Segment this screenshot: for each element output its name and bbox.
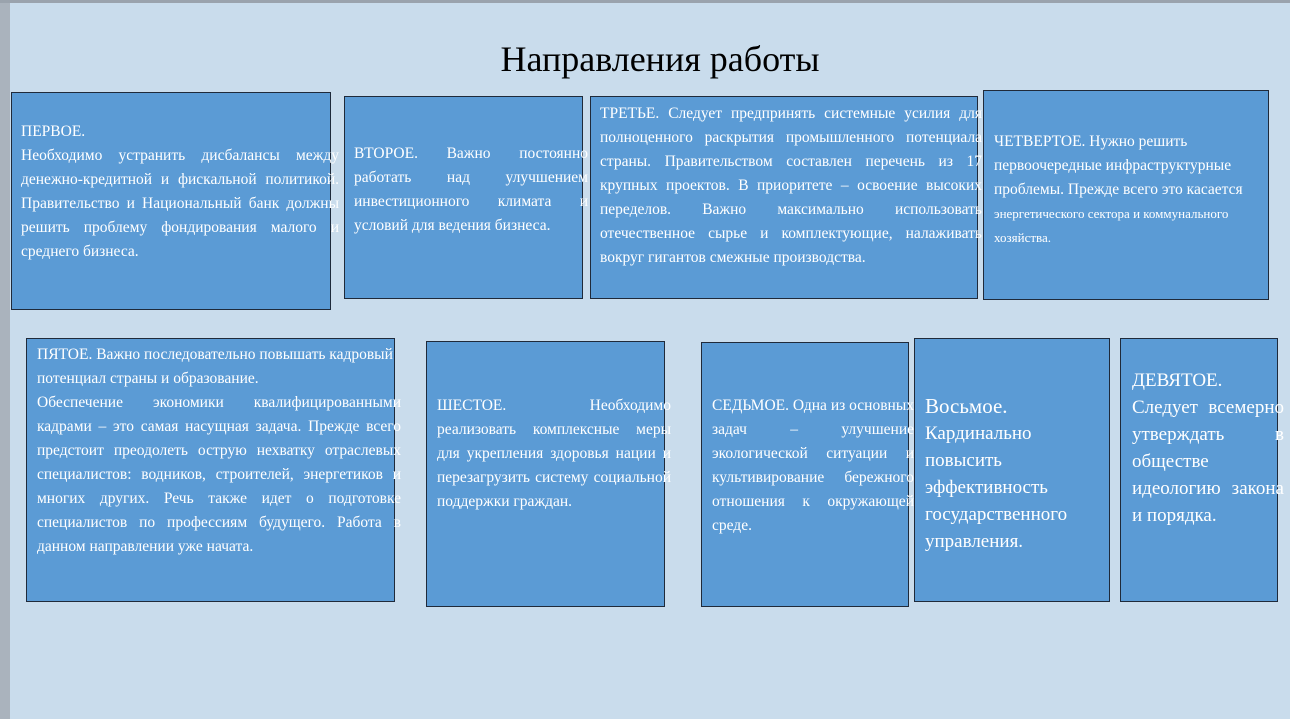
card-second-body: ВТОРОЕ. Важно постоянно работать над улучшением инвестиционного климата и условий для ведения бизнеса.: [354, 145, 588, 234]
card-sixth-body: ШЕСТОЕ. Необходимо реализовать комплексные меры для укрепления здоровья нации и перезагрузить систему социальной поддержки граждан.: [437, 397, 671, 510]
card-fifth-body: Обеспечение экономики квалифицированными кадрами – это самая насущная задача. Прежде всего предстоит преодолеть острую нехватку отраслевых специалистов: водников, строителей, энергетиков и многих других. Речь также идет о подготовке специалистов по профессиям будущего. Работа в данном направлении уже начата.: [37, 394, 401, 555]
card-second-text: [354, 142, 588, 238]
card-seventh-body: СЕДЬМОЕ. Одна из основных задач – улучшение экологической ситуации и культивирование бережного отношения к окружающей среде.: [712, 397, 914, 534]
top-edge-strip: [0, 0, 1290, 3]
card-eighth-body: Кардинально повысить эффективность государственного управления.: [925, 423, 1068, 552]
card-ninth-body: Следует всемерно утверждать в обществе идеологию закона и порядка.: [1132, 397, 1284, 526]
card-seventh-text: [712, 394, 914, 538]
card-fifth-line1: ПЯТОЕ. Важно последовательно повышать кадровый потенциал страны и образование.: [37, 346, 393, 387]
card-third-body: ТРЕТЬЕ. Следует предпринять системные усилия для полноценного раскрытия промышленного потенциала страны. Правительством составлен перечень из 17 крупных проектов. В приоритете – освоение высоких переделов. Важно максимально использовать отечественное сырье и комплектующие, налаживать вокруг гигантов смежные производства.: [600, 105, 982, 266]
slide-title: Направления работы: [500, 39, 820, 79]
card-sixth-text: [437, 394, 671, 514]
card-fourth-text: [994, 130, 1244, 250]
card-eighth-heading: Восьмое.: [925, 394, 1008, 418]
left-edge-strip: [0, 0, 10, 719]
card-first-heading: ПЕРВОЕ.: [21, 123, 86, 140]
card-fourth-body-small: энергетического сектора и коммунального хозяйства.: [994, 206, 1229, 245]
card-eighth-text: [925, 393, 1107, 555]
card-first-body: Необходимо устранить дисбалансы между денежно-кредитной и фискальной политикой. Правительство и Национальный банк должны решить проблему фондирования малого и среднего бизнеса.: [21, 147, 339, 260]
card-ninth-heading: ДЕВЯТОЕ.: [1132, 370, 1223, 391]
card-ninth-text: [1132, 367, 1284, 529]
card-fifth-text: [37, 343, 401, 559]
card-third-text: [600, 102, 982, 270]
card-fourth-body-large: ЧЕТВЕРТОЕ. Нужно решить первоочередные инфраструктурные проблемы. Прежде всего это касается: [994, 133, 1243, 198]
card-first-text: [21, 120, 339, 264]
